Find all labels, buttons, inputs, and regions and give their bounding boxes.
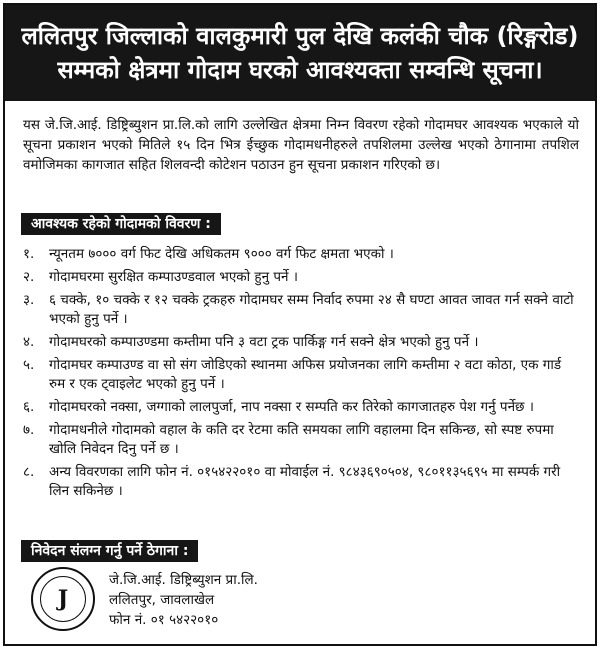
list-item-text: अन्य विवरणका लागि फोन नं. ०१५४२२०१० वा मोवाईल नं. ९८४३६९०५०४, ९८०११३५६९५ मा सम्पर्क गरी लिन सकिनेछ । bbox=[49, 464, 561, 499]
list-item bbox=[23, 268, 581, 287]
requirements-heading: आवश्यक रहेको गोदामको विवरण : bbox=[21, 213, 221, 235]
header-title-line-1: ललितपुर जिल्लाको वालकुमारी पुल देखि कलंकी चौक (रिङ्गरोड) bbox=[21, 22, 579, 50]
list-item bbox=[23, 291, 581, 329]
list-item bbox=[23, 463, 581, 501]
list-item-number: ७. bbox=[23, 422, 35, 438]
list-item-number: ३. bbox=[23, 292, 35, 308]
requirements-list bbox=[23, 245, 581, 501]
notice-header bbox=[5, 5, 595, 101]
list-item-text: गोदामघरको नक्सा, जग्गाको लालपुर्जा, नाप नक्सा र सम्पति कर तिरेको कागजातहरु पेश गर्नु पर्नेछ । bbox=[49, 399, 534, 415]
list-item-text: गोदामघरको कम्पाउण्डमा कम्तीमा पनि ३ वटा ट्रक पार्किङ्ग गर्न सक्ने क्षेत्र भएको हुनु पर्ने । bbox=[49, 334, 479, 350]
list-item bbox=[23, 398, 581, 417]
list-item-text: ६ चक्के, १० चक्के र १२ चक्के ट्रकहरु गोदामघर सम्म निर्वाद रुपमा २४ सै घण्टा आवत जावत गर्न सक्ने वाटो भएको हुनु पर्ने । bbox=[49, 292, 574, 327]
list-item-number: ६. bbox=[23, 399, 35, 415]
list-item-text: गोदामघरमा सुरक्षित कम्पाउण्डवाल भएको हुनु पर्ने । bbox=[49, 269, 298, 285]
address-heading: निवेदन संलग्न गर्नु पर्ने ठेगाना : bbox=[21, 540, 198, 562]
company-address bbox=[109, 570, 258, 630]
list-item bbox=[23, 421, 581, 459]
list-item-text: न्यूनतम ७००० वर्ग फिट देखि अधिकतम ९००० वर्ग फिट क्षमता भएको । bbox=[49, 246, 394, 262]
list-item-number: २. bbox=[23, 269, 35, 285]
list-item-number: ४. bbox=[23, 334, 35, 350]
company-name: जे.जि.आई. डिष्ट्रिब्युशन प्रा.लि. bbox=[109, 572, 258, 588]
jgi-logo-icon bbox=[31, 567, 95, 631]
list-item bbox=[23, 333, 581, 352]
list-item-number: ५. bbox=[23, 357, 35, 373]
list-item-text: गोदामधनीले गोदामको वहाल के कति दर रेटमा कति समयका लागि वहालमा दिन सकिन्छ, सो स्पष्ट रुपमा खोलि निवेदन दिनु पर्ने छ । bbox=[49, 422, 554, 457]
list-item-number: १. bbox=[23, 246, 35, 262]
company-location: ललितपुर, जावलाखेल bbox=[109, 592, 215, 608]
intro-paragraph: यस जे.जि.आई. डिष्ट्रिब्युशन प्रा.लि.को लागि उल्लेखित क्षेत्रमा निम्न विवरण रहेको गोदामघर आवश्यक भएकाले यो सूचना प्रकाशन भएको मितिले १५ दिन भित्र ईच्छुक गोदामधनीहरुले तपशिलमा उल्लेख भएको ठेगानामा तपशिल वमोजिमका कागजात सहित शिलवन्दी कोटेशन पठाउन हुन सूचना प्रकाशन गरिएको छ। bbox=[23, 117, 579, 173]
logo-letter: J bbox=[40, 576, 86, 622]
company-phone: फोन नं. ०१ ५४२२०१० bbox=[109, 612, 219, 628]
header-title-line-2: सम्मको क्षेत्रमा गोदाम घरको आवश्यक्ता सम्वन्धि सूचना। bbox=[57, 56, 543, 84]
notice bbox=[3, 3, 597, 646]
list-item-text: गोदामघर कम्पाउण्ड वा सो संग जोडिएको स्थानमा अफिस प्रयोजनका लागि कम्तीमा २ वटा कोठा, एक गार्ड रुम र एक ट्वाइलेट भएको हुनु पर्ने । bbox=[49, 357, 562, 392]
list-item bbox=[23, 356, 581, 394]
list-item-number: ८. bbox=[23, 464, 35, 480]
list-item bbox=[23, 245, 581, 264]
